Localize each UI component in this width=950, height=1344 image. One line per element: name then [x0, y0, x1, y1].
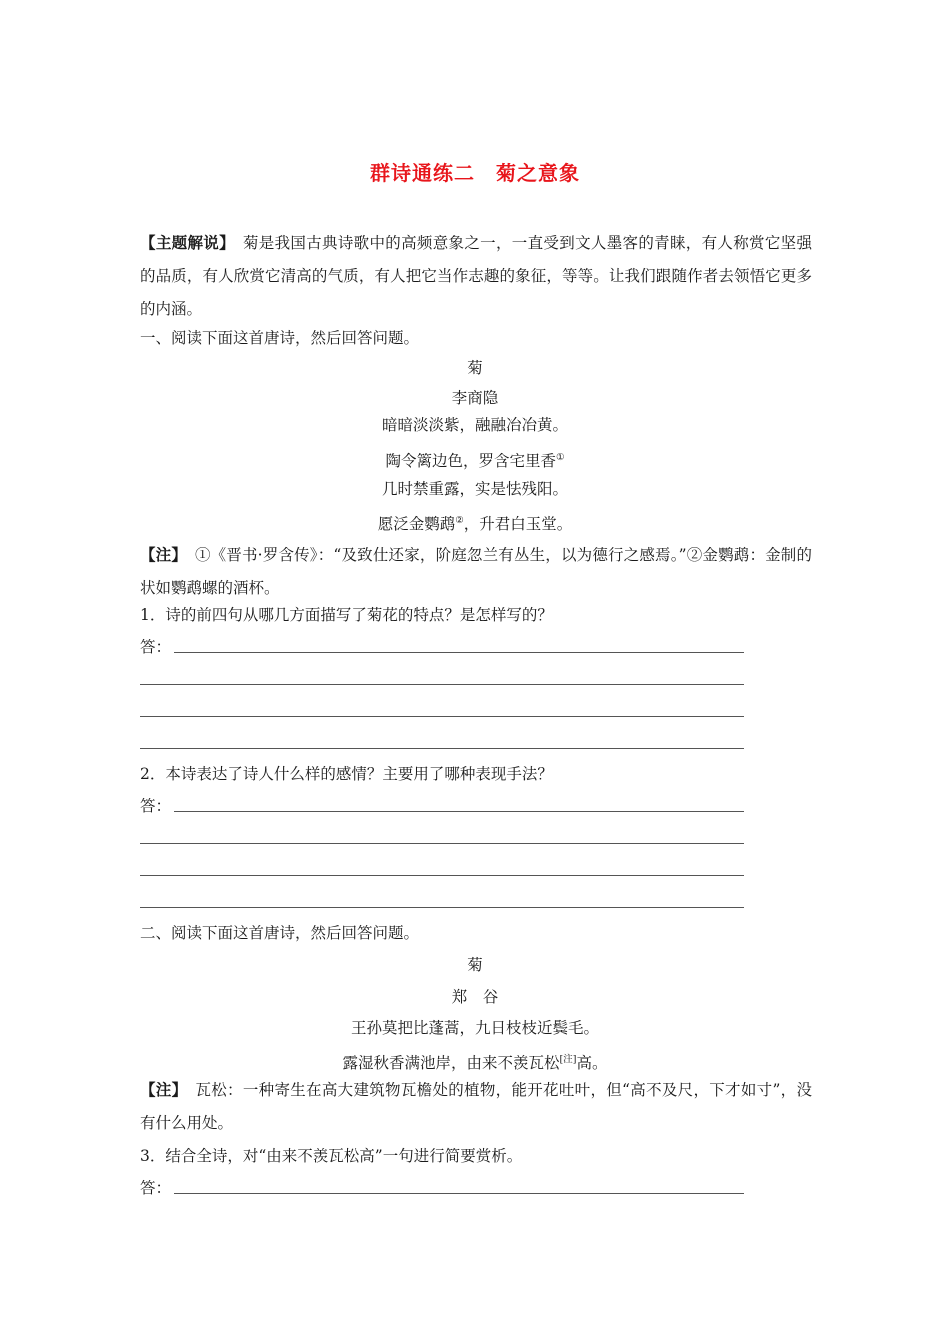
answer-line	[140, 875, 744, 876]
poem1-note-text: ①《晋书·罗含传》：“及致仕还家，阶庭忽兰有丛生，以为德行之感焉。”②金鹦鹉：金制的状如鹦鹉螺的酒杯。	[140, 546, 812, 597]
answer-line	[140, 748, 744, 749]
poem2-note-label: 【注】	[140, 1081, 180, 1099]
poem1-line-4-text-b: ，升君白玉堂。	[463, 515, 573, 533]
poem1-line-2	[0, 447, 950, 472]
answer-line	[174, 652, 744, 653]
note-mark-2: ②	[455, 515, 464, 526]
page-title: 群诗通练二 菊之意象	[370, 161, 580, 185]
poem2-line-2-text-b: 高。	[576, 1054, 608, 1072]
answer-label-2: 答：	[140, 797, 172, 815]
answer-line	[174, 1193, 744, 1194]
answer-line	[140, 843, 744, 844]
poem2-line-2	[0, 1049, 950, 1074]
poem2-line-2-text-a: 露湿秋香满池岸，由来不羡瓦松	[342, 1054, 560, 1072]
poem1-note	[140, 539, 812, 605]
answer-line	[174, 811, 744, 812]
poem2-note	[140, 1074, 812, 1140]
answer-line	[140, 907, 744, 908]
answer-label-1: 答：	[140, 638, 172, 656]
question-2: 2．本诗表达了诗人什么样的感情？主要用了哪种表现手法？	[140, 765, 553, 783]
note-mark-1: ①	[555, 452, 565, 463]
poem1-line-1: 暗暗淡淡紫，融融冶冶黄。	[381, 416, 568, 434]
poem2-line-1: 王孙莫把比蓬蒿，九日枝枝近鬓毛。	[350, 1019, 599, 1037]
theme-label: 【主题解说】	[140, 234, 228, 252]
theme-text: 菊是我国古典诗歌中的高频意象之一，一直受到文人墨客的青睐，有人称赏它坚强的品质，有人欣赏它清高的气质，有人把它当作志趣的象征，等等。让我们跟随作者去领悟它更多的内涵。	[140, 234, 812, 318]
poem1-line-4-text-a: 愿泛金鹦鹉	[377, 515, 456, 533]
poem1-line-3: 几时禁重露，实是怯残阳。	[381, 480, 568, 498]
poem2-note-text: 瓦松：一种寄生在高大建筑物瓦檐处的植物，能开花吐叶，但“高不及尺，下才如寸”，没有什么用处。	[140, 1081, 812, 1132]
section2-heading: 二、阅读下面这首唐诗，然后回答问题。	[140, 924, 420, 942]
poem2-title: 菊	[467, 956, 483, 974]
answer-line	[140, 684, 744, 685]
theme-paragraph	[140, 227, 812, 326]
note-mark-zhu: [注]	[559, 1054, 577, 1065]
poem1-line-2-text: 陶令篱边色，罗含宅里香	[385, 452, 556, 470]
poem1-poet: 李商隐	[451, 389, 499, 407]
answer-line	[140, 716, 744, 717]
poem1-note-label: 【注】	[140, 546, 180, 564]
poem2-poet: 郑 谷	[451, 988, 499, 1006]
section1-heading: 一、阅读下面这首唐诗，然后回答问题。	[140, 329, 420, 347]
poem1-title: 菊	[467, 359, 483, 377]
question-3: 3．结合全诗，对“由来不羡瓦松高”一句进行简要赏析。	[140, 1147, 523, 1165]
answer-label-3: 答：	[140, 1179, 172, 1197]
question-1: 1．诗的前四句从哪几方面描写了菊花的特点？是怎样写的？	[140, 606, 553, 624]
poem1-line-4	[0, 510, 950, 535]
